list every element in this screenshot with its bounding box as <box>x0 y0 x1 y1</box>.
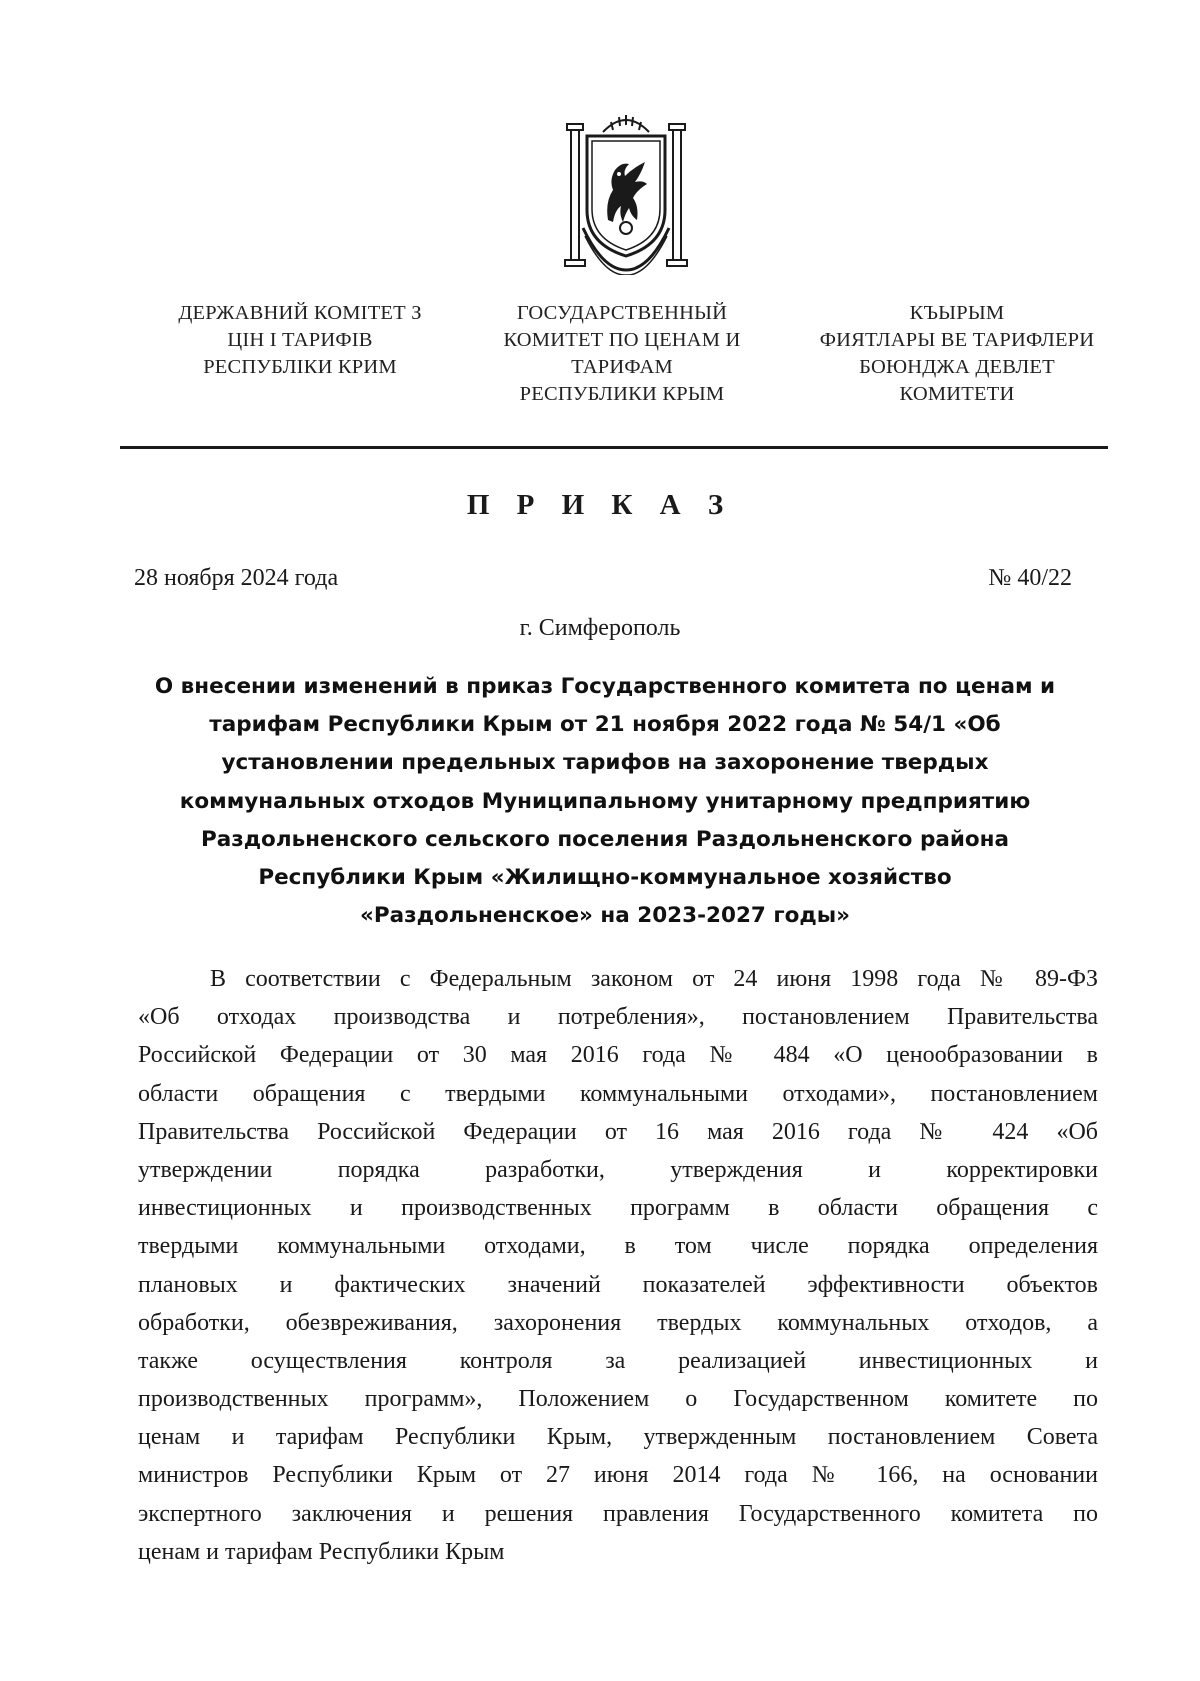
document-title: П Р И К А З <box>466 489 734 521</box>
body-line: ценам и тарифам Республики Крым <box>138 1538 505 1565</box>
body-line: В соответствии с Федеральным законом от 24 июня 1998 года № 89-ФЗ <box>210 966 1098 992</box>
subject-line: «Раздольненское» на 2023-2027 годы» <box>359 903 851 929</box>
header-right-line: ФИЯТЛАРЫ ВЕ ТАРИФЛЕРИ <box>819 329 1095 351</box>
body-line: Правительства Российской Федерации от 16 мая 2016 года № 424 «Об <box>138 1118 1098 1145</box>
document-date: 28 ноября 2024 года <box>134 565 339 591</box>
header-left-line: ДЕРЖАВНИЙ КОМІТЕТ З <box>178 302 422 324</box>
header-middle-line: ТАРИФАМ <box>571 356 673 378</box>
header-right-line: БОЮНДЖА ДЕВЛЕТ <box>859 356 1055 378</box>
header-middle-line: ГОСУДАРСТВЕННЫЙ <box>516 302 728 324</box>
header-crimean-tatar-name <box>792 300 1122 408</box>
header-ukrainian-name <box>150 300 450 381</box>
subject-line: тарифам Республики Крым от 21 ноября 2022 года № 54/1 «Об <box>209 712 1001 738</box>
body-line: «Об отходах производства и потребления», постановлением Правительства <box>138 1004 1098 1031</box>
header-middle-line: КОМИТЕТ ПО ЦЕНАМ И <box>503 329 741 351</box>
header-right-line: КОМИТЕТИ <box>899 383 1015 405</box>
document-number: № 40/22 <box>988 565 1072 591</box>
header-divider <box>120 446 1108 449</box>
header-right-line: КЪЫРЫМ <box>909 302 1005 324</box>
document-body-paragraph <box>138 960 1098 1571</box>
subject-line: установлении предельных тарифов на захоронение твердых <box>221 750 989 776</box>
document-city: г. Симферополь <box>519 615 681 641</box>
header-left-line: ЦІН І ТАРИФІВ <box>227 329 373 351</box>
body-line: твердыми коммунальными отходами, в том числе порядка определения <box>138 1233 1098 1260</box>
header-left-line: РЕСПУБЛІКИ КРИМ <box>203 356 397 378</box>
body-line: также осуществления контроля за реализацией инвестиционных и <box>138 1347 1098 1374</box>
body-line: экспертного заключения и решения правления Государственного комитета по <box>138 1500 1098 1527</box>
body-line: инвестиционных и производственных программ в области обращения с <box>138 1195 1098 1222</box>
subject-line: коммунальных отходов Муниципальному унитарному предприятию <box>179 788 1031 814</box>
subject-line: Раздольненского сельского поселения Раздольненского района <box>200 826 1010 852</box>
body-line: обработки, обезвреживания, захоронения твердых коммунальных отходов, а <box>138 1309 1098 1336</box>
body-line: утверждении порядка разработки, утверждения и корректировки <box>138 1156 1098 1183</box>
document-subject <box>140 668 1070 935</box>
body-line: Российской Федерации от 30 мая 2016 года № 484 «О ценообразовании в <box>138 1042 1098 1069</box>
body-line: ценам и тарифам Республики Крым, утвержденным постановлением Совета <box>138 1424 1098 1451</box>
body-line: области обращения с твердыми коммунальными отходами», постановлением <box>138 1080 1098 1107</box>
header-russian-name <box>472 300 772 408</box>
subject-line: Республики Крым «Жилищно-коммунальное хозяйство <box>258 865 952 891</box>
subject-line: О внесении изменений в приказ Государственного комитета по ценам и <box>154 674 1056 699</box>
crimea-emblem-icon <box>563 110 689 275</box>
body-line: министров Республики Крым от 27 июня 2014 года № 166, на основании <box>138 1462 1098 1489</box>
coat-of-arms-emblem <box>563 110 689 275</box>
header-middle-line: РЕСПУБЛИКИ КРЫМ <box>519 383 725 405</box>
body-line: производственных программ», Положением о Государственном комитете по <box>138 1386 1098 1413</box>
body-line: плановых и фактических значений показателей эффективности объектов <box>138 1271 1098 1298</box>
